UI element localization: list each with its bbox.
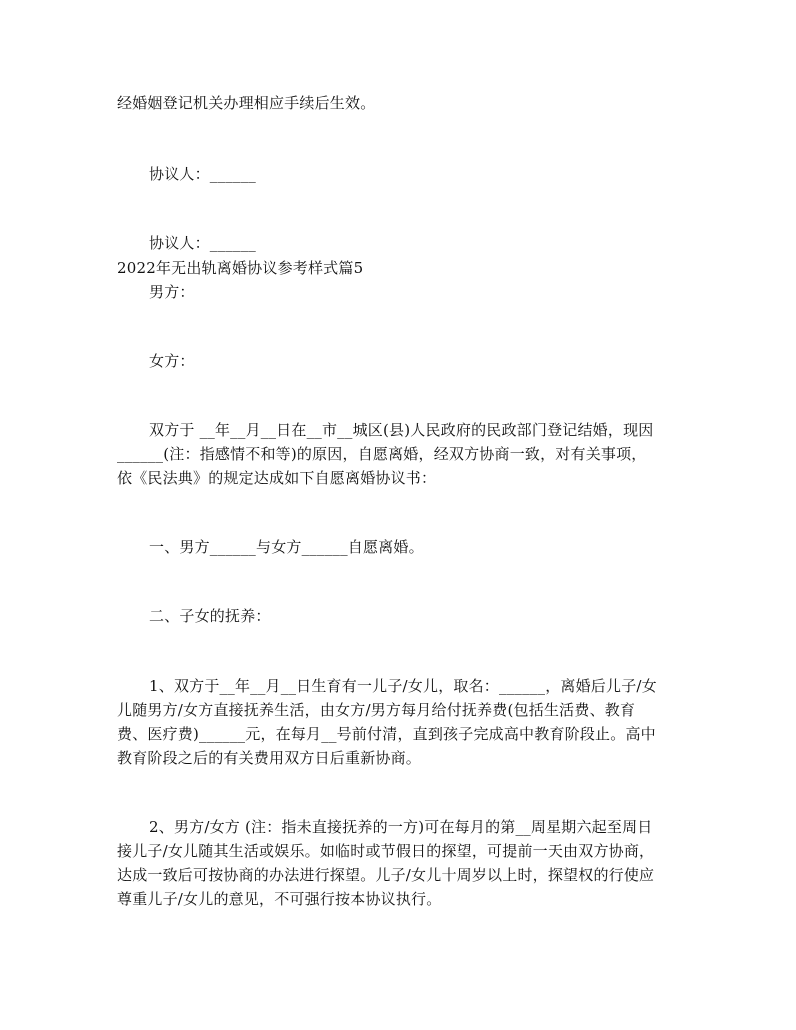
section-title: 2022年无出轨离婚协议参考样式篇5 [117,259,364,277]
male-label: 男方： [149,283,195,301]
item-2-line-4: 尊重儿子/女儿的意见，不可强行按本协议执行。 [117,890,442,908]
item-1-line-2: 儿随男方/女方直接抚养生活，由女方/男方每月给付抚养费(包括生活费、教育 [117,701,636,719]
top-line: 经婚姻登记机关办理相应手续后生效。 [117,94,376,112]
female-label: 女方： [149,352,195,370]
clause-1: 一、男方______与女方______自愿离婚。 [149,538,424,556]
item-1-line-4: 教育阶段之后的有关费用双方日后重新协商。 [117,749,422,767]
intro-line-2: ______(注：指感情不和等)的原因，自愿离婚，经双方协商一致，对有关事项， [117,445,647,463]
item-2-line-2: 接儿子/女儿随其生活或娱乐。如临时或节假日的探望，可提前一天由双方协商， [117,842,655,860]
clause-2: 二、子女的抚养： [149,607,271,625]
signature-line-1: 协议人：______ [149,165,257,183]
item-2-line-1: 2、男方/女方 (注：指未直接抚养的一方)可在每月的第__周星期六起至周日 [149,818,653,836]
signature-line-2: 协议人：______ [149,234,257,252]
item-1-line-1: 1、双方于__年__月__日生育有一儿子/女儿，取名：______，离婚后儿子/女 [149,677,657,695]
item-2-line-3: 达成一致后可按协商的办法进行探望。儿子/女儿十周岁以上时，探望权的行使应 [117,866,655,884]
item-1-line-3: 费、医疗费)______元，在每月__号前付清，直到孩子完成高中教育阶段止。高中 [117,725,656,743]
intro-line-3: 依《民法典》的规定达成如下自愿离婚协议书： [117,469,437,487]
intro-line-1: 双方于 __年__月__日在__市__城区(县)人民政府的民政部门登记结婚，现因 [149,421,654,439]
